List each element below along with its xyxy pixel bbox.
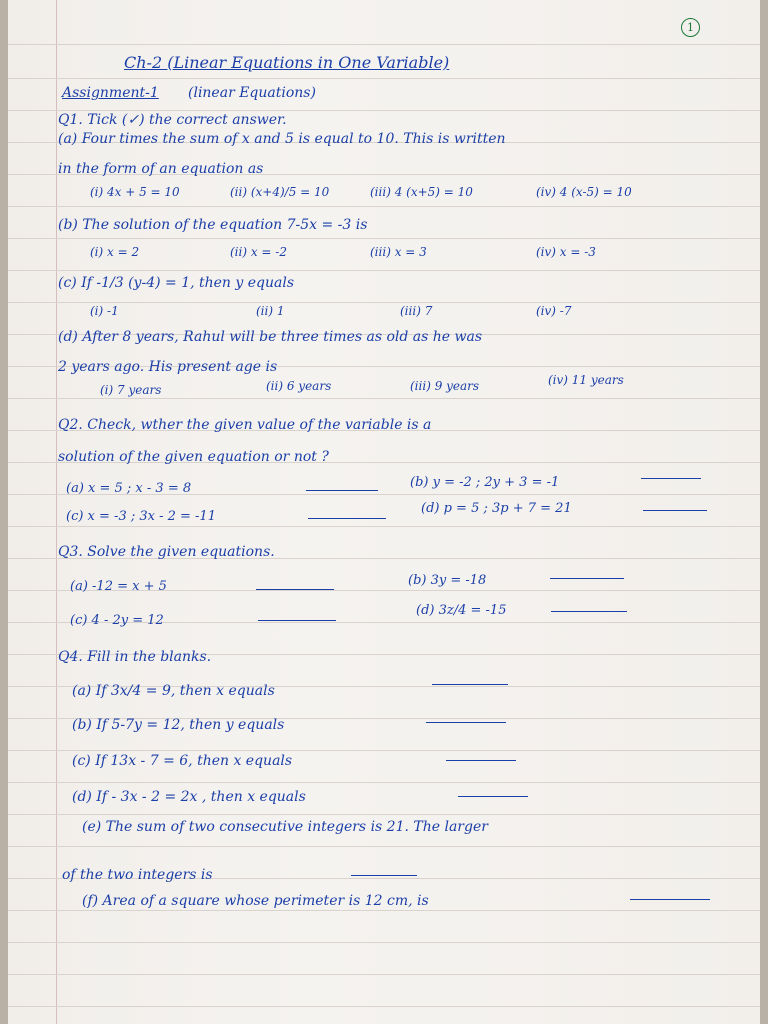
q1a-option: (iv) 4 (x-5) = 10 [536, 185, 632, 199]
answer-blank [446, 760, 516, 761]
q2-item: (a) x = 5 ; x - 3 = 8 [66, 481, 192, 496]
q1b-option: (i) x = 2 [90, 245, 140, 259]
answer-blank [308, 518, 386, 519]
answer-blank [426, 722, 506, 723]
q1b-option: (ii) x = -2 [230, 245, 287, 259]
ruled-line [8, 942, 760, 943]
q3-item: (a) -12 = x + 5 [70, 579, 167, 594]
q4-item: (b) If 5-7y = 12, then y equals [72, 717, 285, 733]
q4-item: (f) Area of a square whose perimeter is 12 cm, is [82, 893, 429, 909]
margin-line [56, 0, 57, 1024]
q4-item: (e) The sum of two consecutive integers is 21. The larger [82, 819, 488, 835]
answer-blank [551, 611, 627, 612]
q4-item: (c) If 13x - 7 = 6, then x equals [72, 753, 293, 769]
assignment-subtitle: (linear Equations) [188, 85, 316, 101]
ruled-line [8, 206, 760, 207]
q1c-option: (iv) -7 [536, 304, 572, 318]
q1c-option: (i) -1 [90, 304, 119, 318]
q1b-option: (iv) x = -3 [536, 245, 596, 259]
q1d-option: (ii) 6 years [266, 379, 332, 393]
q1d-text: (d) After 8 years, Rahul will be three times as old as he was [58, 329, 483, 345]
ruled-line [8, 270, 760, 271]
answer-blank [643, 510, 707, 511]
q3-item: (b) 3y = -18 [408, 573, 487, 588]
ruled-line [8, 846, 760, 847]
answer-blank [432, 684, 508, 685]
ruled-line [8, 302, 760, 303]
answer-blank [256, 589, 334, 590]
answer-blank [550, 578, 624, 579]
ruled-line [8, 44, 760, 45]
page-number: 1 [681, 18, 700, 37]
q1c-text: (c) If -1/3 (y-4) = 1, then y equals [58, 275, 295, 291]
q1a-text-2: in the form of an equation as [58, 161, 264, 177]
q4-heading: Q4. Fill in the blanks. [58, 649, 212, 665]
q4-item: (d) If - 3x - 2 = 2x , then x equals [72, 789, 306, 805]
q1d-option: (i) 7 years [100, 383, 162, 397]
notebook-page [8, 0, 760, 1024]
q1d-option: (iii) 9 years [410, 379, 480, 393]
q4-item: (a) If 3x/4 = 9, then x equals [72, 683, 275, 699]
q1a-option: (ii) (x+4)/5 = 10 [230, 185, 330, 199]
page-title: Ch-2 (Linear Equations in One Variable) [124, 53, 450, 72]
ruled-line [8, 526, 760, 527]
ruled-line [8, 974, 760, 975]
q1c-option: (ii) 1 [256, 304, 285, 318]
answer-blank [641, 478, 701, 479]
ruled-line [8, 1006, 760, 1007]
q1a-option: (i) 4x + 5 = 10 [90, 185, 180, 199]
q2-item: (c) x = -3 ; 3x - 2 = -11 [66, 509, 216, 524]
q2-item: (d) p = 5 ; 3p + 7 = 21 [421, 501, 572, 516]
q3-item: (c) 4 - 2y = 12 [70, 613, 164, 628]
q1d-option: (iv) 11 years [548, 373, 624, 387]
q4-item-2: of the two integers is [62, 867, 213, 883]
q1c-option: (iii) 7 [400, 304, 433, 318]
ruled-line [8, 110, 760, 111]
ruled-line [8, 78, 760, 79]
q1a-option: (iii) 4 (x+5) = 10 [370, 185, 473, 199]
q1d-text-2: 2 years ago. His present age is [58, 359, 278, 375]
q1b-option: (iii) x = 3 [370, 245, 427, 259]
q1b-text: (b) The solution of the equation 7-5x = -3 is [58, 217, 368, 233]
ruled-line [8, 750, 760, 751]
ruled-line [8, 910, 760, 911]
q1-heading: Q1. Tick (✓) the correct answer. [58, 112, 287, 128]
answer-blank [458, 796, 528, 797]
q2-item: (b) y = -2 ; 2y + 3 = -1 [410, 475, 560, 490]
q2-text-2: solution of the given equation or not ? [58, 449, 329, 465]
q1a-text: (a) Four times the sum of x and 5 is equal to 10. This is written [58, 131, 506, 147]
assignment-heading: Assignment-1 [62, 85, 159, 101]
answer-blank [351, 875, 417, 876]
ruled-line [8, 398, 760, 399]
q3-heading: Q3. Solve the given equations. [58, 544, 275, 560]
q3-item: (d) 3z/4 = -15 [416, 603, 507, 618]
ruled-line [8, 238, 760, 239]
ruled-line [8, 782, 760, 783]
answer-blank [306, 490, 378, 491]
answer-blank [630, 899, 710, 900]
ruled-line [8, 814, 760, 815]
q2-text: Q2. Check, wther the given value of the variable is a [58, 417, 432, 433]
answer-blank [258, 620, 336, 621]
